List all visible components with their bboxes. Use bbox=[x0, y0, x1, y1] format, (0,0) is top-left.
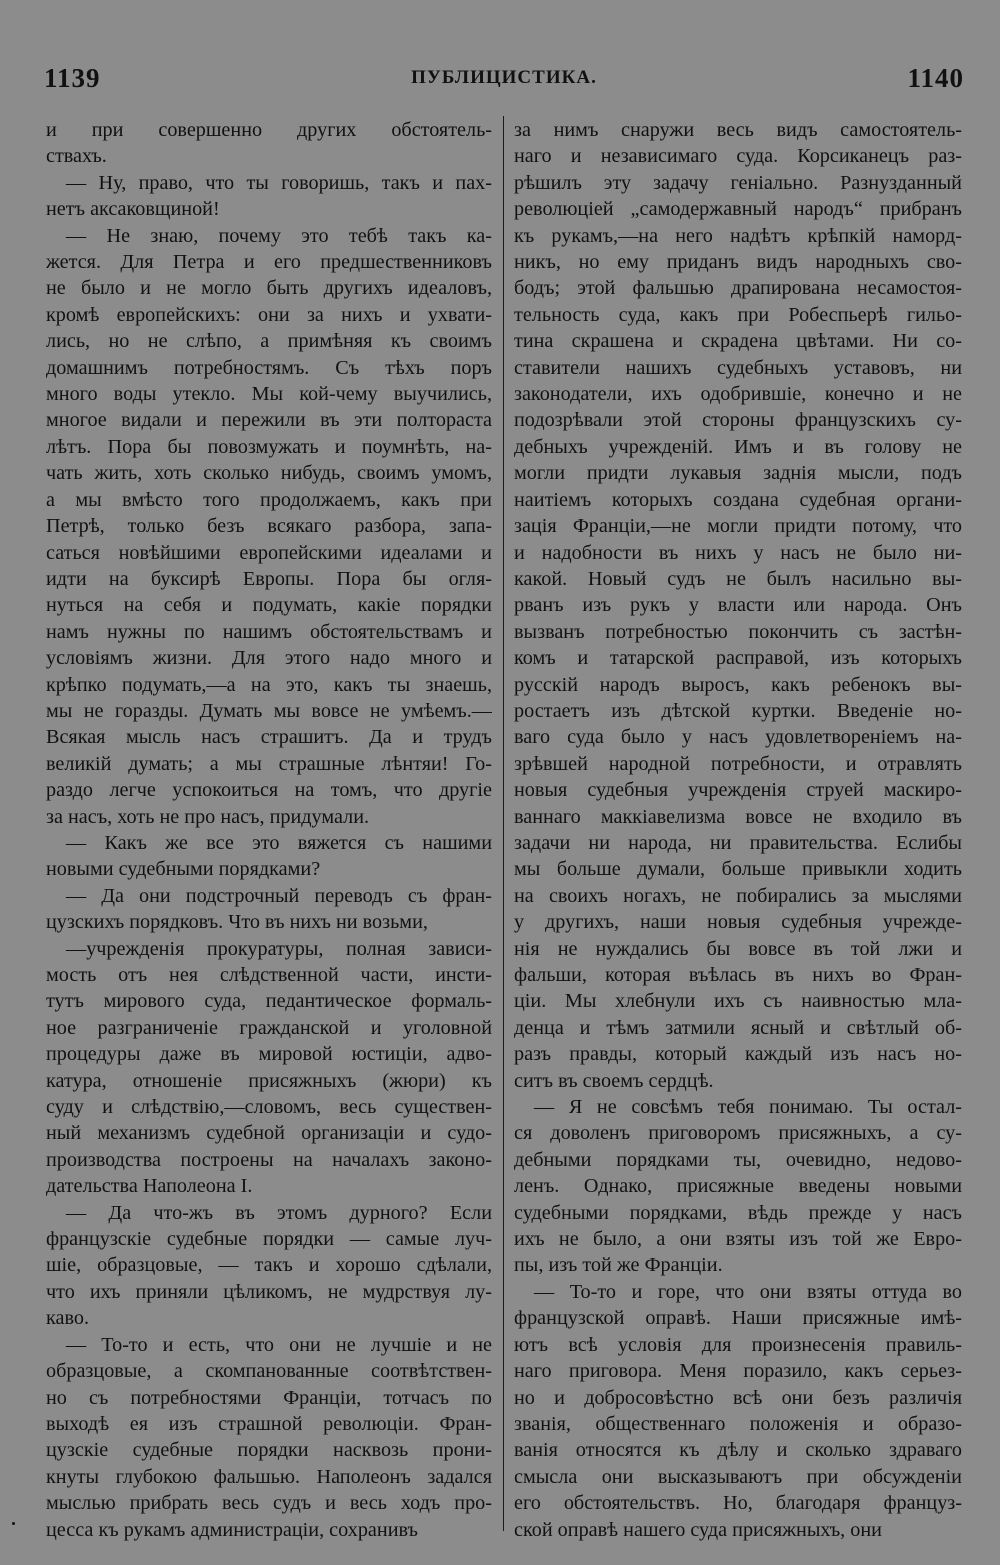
text-line: процедуры даже въ мировой юстиціи, адво- bbox=[46, 1043, 492, 1066]
text-line: ихъ не было, а они взяты изъ той же Евро- bbox=[514, 1228, 962, 1251]
text-line: ваннаго маккіавелизма вовсе не входило въ bbox=[514, 805, 962, 828]
text-line: революціей „самодержавный народъ“ прибранъ bbox=[514, 198, 962, 221]
text-line: вызванъ потребностью покончить съ застѣн- bbox=[514, 620, 962, 643]
text-line: —учрежденія прокуратуры, полная зависи- bbox=[66, 937, 492, 960]
left-page-number: 1139 bbox=[44, 62, 101, 93]
text-line: жется. Для Петра и его предшественниковъ bbox=[46, 251, 492, 274]
text-line: — То-то и есть, что они не лучшіе и не bbox=[66, 1333, 492, 1356]
text-line: ствахъ. bbox=[46, 145, 107, 168]
text-line: — Не знаю, почему это тебѣ такъ ка- bbox=[66, 224, 492, 247]
text-line: Всякая мысль насъ страшитъ. Да и трудъ bbox=[46, 726, 492, 749]
text-line: раздо легче успокоиться на томъ, что другіе bbox=[46, 779, 492, 802]
text-line: ваго суда было у насъ удовлетвореніемъ на- bbox=[514, 726, 962, 749]
text-line: рванъ изъ рукъ у власти или народа. Онъ bbox=[514, 594, 962, 617]
text-line: и при совершенно других обстоятель- bbox=[46, 119, 492, 141]
text-line: ютъ всѣ условія для произнесенія правиль- bbox=[514, 1333, 962, 1356]
text-line: мы больше думали, больше привыкли ходить bbox=[514, 858, 962, 881]
text-line: комъ и татарской расправой, изъ которыхъ bbox=[514, 647, 962, 670]
text-line: новыми судебными порядками? bbox=[46, 858, 321, 881]
text-line: — Ну, право, что ты говоришь, такъ и пах- bbox=[66, 171, 492, 194]
text-line: ской оправѣ нашего суда присяжныхъ, они bbox=[514, 1518, 882, 1541]
text-line: ное разграниченіе гражданской и уголовной bbox=[46, 1016, 492, 1039]
text-line: тина скрашена и скрадена цвѣтами. Ни со- bbox=[514, 330, 962, 353]
text-line: на своихъ ногахъ, не побирались за мыслями bbox=[514, 884, 962, 907]
text-line: условіямъ жизни. Для этого надо много и bbox=[46, 647, 492, 670]
text-line: нетъ аксаковщиной! bbox=[46, 198, 220, 221]
text-line: домашнимъ потребностямъ. Съ тѣхъ поръ bbox=[46, 356, 492, 379]
text-line: мость отъ нея слѣдственной части, инсти- bbox=[46, 964, 492, 986]
text-line: — Да они подстрочный переводъ съ фран- bbox=[66, 884, 492, 907]
text-line: наго и независимаго суда. Корсиканецъ раз- bbox=[514, 145, 962, 168]
text-line: чать жить, хоть сколько нибудь, своимъ умомъ, bbox=[46, 462, 492, 485]
text-line: какой. Новый судъ не былъ насильно вы- bbox=[514, 567, 962, 590]
text-line: но и добросовѣстно всѣ они безъ различія bbox=[514, 1386, 962, 1409]
text-line: ванія относятся къ дѣлу и сколько здраваго bbox=[514, 1439, 962, 1462]
text-line: саться новѣйшими европейскими идеалами и bbox=[46, 541, 492, 564]
text-line: пы, изъ той же Франціи. bbox=[514, 1254, 723, 1277]
text-line: цузскихъ порядковъ. Что въ нихъ ни возьми, bbox=[46, 911, 428, 934]
text-line: у другихъ, наши новыя судебныя учрежде- bbox=[514, 911, 962, 934]
text-line: зрѣвшей народной потребности, и отравлять bbox=[514, 752, 962, 775]
text-line: образцовые, а скомпанованные соотвѣтствен- bbox=[46, 1360, 492, 1383]
left-text-column bbox=[46, 117, 492, 1543]
text-line: наитіемъ которыхъ создана судебная органи- bbox=[514, 488, 962, 511]
text-line: ситъ въ своемъ сердцѣ. bbox=[514, 1069, 714, 1092]
right-text-column bbox=[514, 117, 962, 1543]
text-line: къ рукамъ,—на него надѣтъ крѣпкій наморд- bbox=[514, 224, 962, 247]
text-line: ростаетъ изъ дѣтской куртки. Введеніе но- bbox=[514, 699, 962, 722]
text-line: денца и тѣмъ затмили ясный и свѣтлый об- bbox=[514, 1016, 962, 1039]
text-line: ленъ. Однако, присяжные введены новыми bbox=[514, 1175, 962, 1198]
text-line: фальши, которая въѣлась въ нихъ во Фран- bbox=[514, 964, 962, 986]
text-line: катура, отношеніе присяжныхъ (жюри) къ bbox=[46, 1069, 492, 1092]
text-line: судебными порядками, вѣдь прежде у насъ bbox=[514, 1201, 962, 1224]
text-line: дебными порядками ты, очевидно, недово- bbox=[514, 1148, 962, 1171]
text-line: ставители нашихъ судебныхъ уставовъ, ни bbox=[514, 356, 962, 379]
text-line: много воды утекло. Мы кой-чему выучились, bbox=[46, 383, 492, 406]
text-line: — Какъ же все это вяжется съ нашими bbox=[66, 831, 492, 854]
text-line: — Я не совсѣмъ тебя понимаю. Ты остал- bbox=[534, 1096, 962, 1119]
text-line: цузскіе судебные порядки насквозь прони- bbox=[46, 1439, 492, 1462]
text-line: крѣпко подумать,—а на это, какъ ты знаешь, bbox=[46, 673, 492, 696]
text-line: разъ правды, который каждый изъ насъ но- bbox=[514, 1043, 962, 1066]
text-line: Петрѣ, только безъ всякаго разбора, запа- bbox=[46, 515, 492, 538]
text-line: тутъ мирового суда, педантическое формаль- bbox=[46, 990, 492, 1013]
running-title: ПУБЛИЦИСТИКА. bbox=[411, 67, 597, 88]
text-line: русскій народъ выросъ, какъ ребенокъ вы- bbox=[514, 673, 962, 696]
text-line: великій думать; а мы страшные лѣнтяи! Го- bbox=[46, 752, 492, 775]
text-line: могли придти лукавыя заднія мысли, подъ bbox=[514, 462, 962, 485]
text-line: никъ, но ему приданъ видъ народныхъ сво- bbox=[514, 251, 962, 274]
text-line: рѣшилъ эту задачу геніально. Разнузданный bbox=[514, 171, 962, 194]
text-line: новыя судебныя учрежденія струей маскиро- bbox=[514, 779, 962, 802]
text-line: что ихъ приняли цѣликомъ, не мудрствуя лу- bbox=[46, 1280, 492, 1303]
text-line: ный механизмъ судебной организаціи и судо- bbox=[46, 1122, 492, 1145]
text-line: и надобности въ нихъ у насъ не было ни- bbox=[514, 541, 962, 564]
text-line: мы не горазды. Думать мы вовсе не умѣемъ.— bbox=[46, 699, 492, 722]
text-line: ціи. Мы хлебнули ихъ съ наивностью мла- bbox=[514, 990, 962, 1013]
text-line: кнуты глубокою фальшью. Наполеонъ задался bbox=[46, 1465, 492, 1488]
text-line: производства построены на началахъ законо- bbox=[46, 1148, 492, 1171]
text-line: тельность суда, какъ при Робеспьерѣ гильо- bbox=[514, 303, 962, 326]
text-line: суду и слѣдствію,—словомъ, весь существен- bbox=[46, 1096, 492, 1119]
text-line: наго приговора. Меня поразило, какъ серьез- bbox=[514, 1360, 962, 1383]
text-line: французскіе судебные порядки — самые луч- bbox=[46, 1228, 492, 1251]
text-line: нія не нуждались бы вовсе въ той лжи и bbox=[514, 937, 962, 960]
text-line: — То-то и горе, что они взяты оттуда во bbox=[534, 1280, 962, 1303]
text-line: дебныхъ учрежденій. Имъ и въ голову не bbox=[514, 435, 962, 458]
text-line: его обстоятельствъ. Но, благодаря француз- bbox=[514, 1492, 962, 1515]
text-line: нуться на себя и подумать, какіе порядки bbox=[46, 594, 492, 617]
page-header bbox=[44, 60, 964, 96]
text-line: подозрѣвали этой стороны французскихъ су- bbox=[514, 409, 962, 432]
text-line: шіе, образцовые, — такъ и хорошо сдѣлали, bbox=[46, 1254, 492, 1277]
right-page-number: 1140 bbox=[907, 62, 964, 93]
text-line: цесса къ рукамъ администраціи, сохранивъ bbox=[46, 1518, 418, 1541]
text-line: идти на буксирѣ Европы. Пора бы огля- bbox=[46, 567, 492, 590]
text-line: званія, общественнаго положенія и образо- bbox=[514, 1412, 962, 1435]
text-line: многое видали и пережили въ эти полтораста bbox=[46, 409, 492, 432]
text-line: ся доволенъ приговоромъ присяжныхъ, а су- bbox=[514, 1122, 962, 1145]
text-line: французской оправѣ. Наши присяжные имѣ- bbox=[514, 1307, 962, 1330]
column-divider bbox=[503, 116, 504, 1531]
text-line: задачи ни народа, ни правительства. Еслибы bbox=[514, 831, 962, 854]
text-line: смысла они высказываютъ при обсужденіи bbox=[514, 1465, 962, 1488]
text-line: бодъ; этой фальшью драпирована несамостоя- bbox=[514, 277, 962, 300]
text-line: а мы вмѣсто того продолжаемъ, какъ при bbox=[46, 488, 492, 511]
text-line: каво. bbox=[46, 1307, 89, 1330]
text-line: за нимъ снаружи весь видъ самостоятель- bbox=[514, 119, 962, 141]
text-line: мыслью прибрать весь судъ и весь ходъ про- bbox=[46, 1492, 492, 1515]
margin-speck bbox=[12, 1522, 15, 1525]
text-line: законодатели, ихъ одобрившіе, конечно и не bbox=[514, 383, 962, 406]
text-line: но съ потребностями Франціи, тотчасъ по bbox=[46, 1386, 492, 1409]
text-line: за насъ, хоть не про насъ, придумали. bbox=[46, 805, 370, 828]
text-line: кромѣ европейскихъ: они за нихъ и ухвати- bbox=[46, 303, 492, 326]
text-line: лись, но не слѣпо, а примѣняя къ своимъ bbox=[46, 330, 492, 353]
text-line: выходѣ ея изъ страшной революціи. Фран- bbox=[46, 1412, 492, 1435]
text-line: лѣтъ. Пора бы повозмужать и поумнѣть, на- bbox=[46, 435, 492, 458]
text-line: не было и не могло быть другихъ идеаловъ, bbox=[46, 277, 492, 300]
text-line: — Да что-жъ въ этомъ дурного? Если bbox=[66, 1201, 492, 1224]
text-line: намъ нужны по нашимъ обстоятельствамъ и bbox=[46, 620, 492, 643]
text-line: зація Франціи,—не могли придти потому, что bbox=[514, 515, 962, 538]
text-line: дательства Наполеона I. bbox=[46, 1175, 253, 1198]
